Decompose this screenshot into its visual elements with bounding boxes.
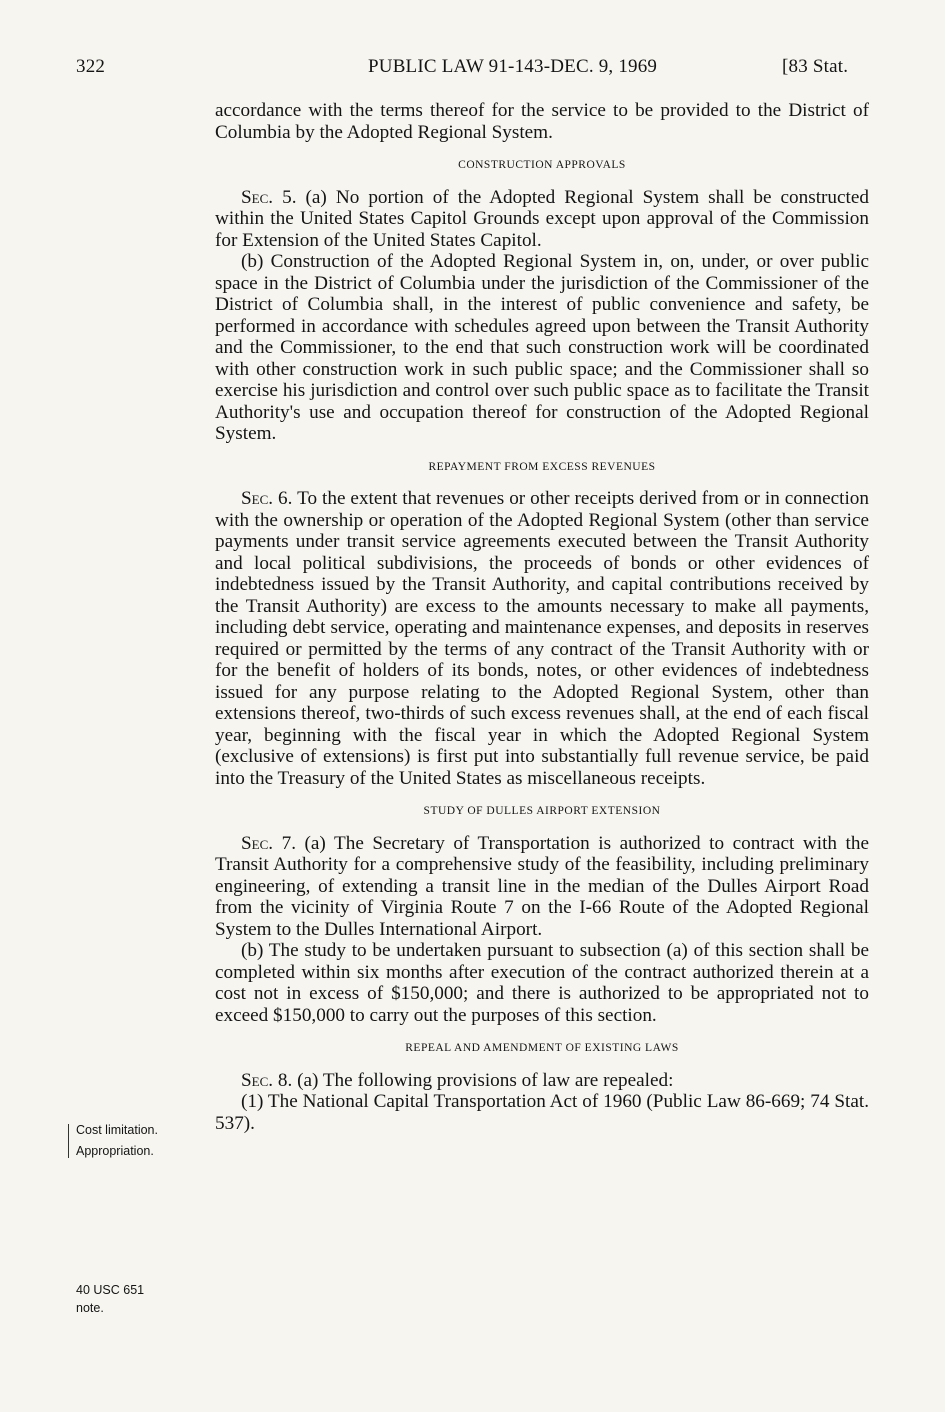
section-8a-text: (a) The following provisions of law are repealed: [292, 1069, 674, 1091]
section-7a [215, 833, 869, 941]
section-7a-text: (a) The Secretary of Transportation is authorized to contract with the Transit Authority for a comprehensive study of the feasibility, including preliminary engineering, of extending a transit line in the median of the Dulles Airport Road from the vicinity of Virginia Route 7 on the I-66 Route of the Adopted Regional System to the Dulles International Airport. [215, 832, 869, 940]
margin-bar [68, 1124, 69, 1158]
section-6-label: Sec. 6. [241, 488, 293, 509]
section-5a [215, 187, 869, 252]
heading-repayment: REPAYMENT FROM EXCESS REVENUES [428, 460, 656, 473]
heading-repeal: REPEAL AND AMENDMENT OF EXISTING LAWS [405, 1042, 679, 1054]
section-7-label: Sec. 7. [241, 832, 296, 854]
section-7b: (b) The study to be undertaken pursuant to subsection (a) of this section shall be completed within six months after execution of the contract authorized therein at a cost not in excess of $150,000; and there is authorized to be appropriated not to exceed $150,000 to carry out the purposes of this section. [215, 940, 869, 1026]
body-top [215, 100, 869, 1134]
section-6 [215, 488, 869, 789]
margin-note-appropriation: Appropriation. [76, 1144, 154, 1158]
section-5a-text: (a) No portion of the Adopted Regional System shall be constructed within the United States Capitol Grounds except upon approval of the Commission for Extension of the United States Capitol. [215, 186, 869, 251]
section-8-label: Sec. 8. [241, 1069, 293, 1091]
section-8a1: (1) The National Capital Transportation Act of 1960 (Public Law 86-669; 74 Stat. 537). [215, 1091, 869, 1134]
statute-reference: [83 Stat. [782, 56, 849, 77]
margin-note-usc-note: note. [76, 1301, 104, 1315]
section-5b: (b) Construction of the Adopted Regional System in, on, under, or over public space in the District of Columbia under the jurisdiction of the Commissioner of the District of Columbia shall, in the interest of public convenience and safety, be performed in accordance with schedules agreed upon between the Transit Authority and the Commissioner, to the end that such construction work will be coordinated with other construction work in such public space; and the Commissioner shall so exercise his jurisdiction and control over such public space as to facilitate the Transit Authority's use and occupation thereof for construction of the Adopted Regional System. [215, 251, 869, 444]
heading-construction-approvals: CONSTRUCTION APPROVALS [458, 159, 626, 171]
section-8a [215, 1070, 869, 1092]
continued-paragraph: accordance with the terms thereof for the service to be provided to the District of Columbia by the Adopted Regional System. [215, 100, 869, 143]
section-6-text: To the extent that revenues or other receipts derived from or in connection with the ownership or operation of the Adopted Regional System (other than service payments under transit service agreements executed between the Transit Authority and local political subdivisions, the proceeds of bonds or other evidences of indebtedness issued by the Transit Authority, and capital contributions received by the Transit Authority) are excess to the amounts necessary to make all payments, including debt service, operating and maintenance expenses, and deposits in reserves required or permitted by the terms of any contract of the Transit Authority with or for the benefit of holders of its bonds, notes, or other evidences of indebtedness issued for any purpose relating to the Adopted Regional System, other than extensions thereof, two-thirds of such excess revenues shall, at the end of each fiscal year, beginning with the fiscal year in which the Adopted Regional System (exclusive of extensions) is first put into substantially full revenue service, be paid into the Treasury of the United States as miscellaneous receipts. [215, 488, 869, 789]
page-number: 322 [76, 56, 106, 77]
running-title: PUBLIC LAW 91-143-DEC. 9, 1969 [368, 56, 658, 77]
heading-dulles-study: STUDY OF DULLES AIRPORT EXTENSION [423, 805, 661, 817]
section-5-label: Sec. 5. [241, 186, 297, 208]
margin-note-cost-limitation: Cost limitation. [76, 1123, 158, 1137]
margin-note-usc-cite: 40 USC 651 [76, 1283, 145, 1297]
